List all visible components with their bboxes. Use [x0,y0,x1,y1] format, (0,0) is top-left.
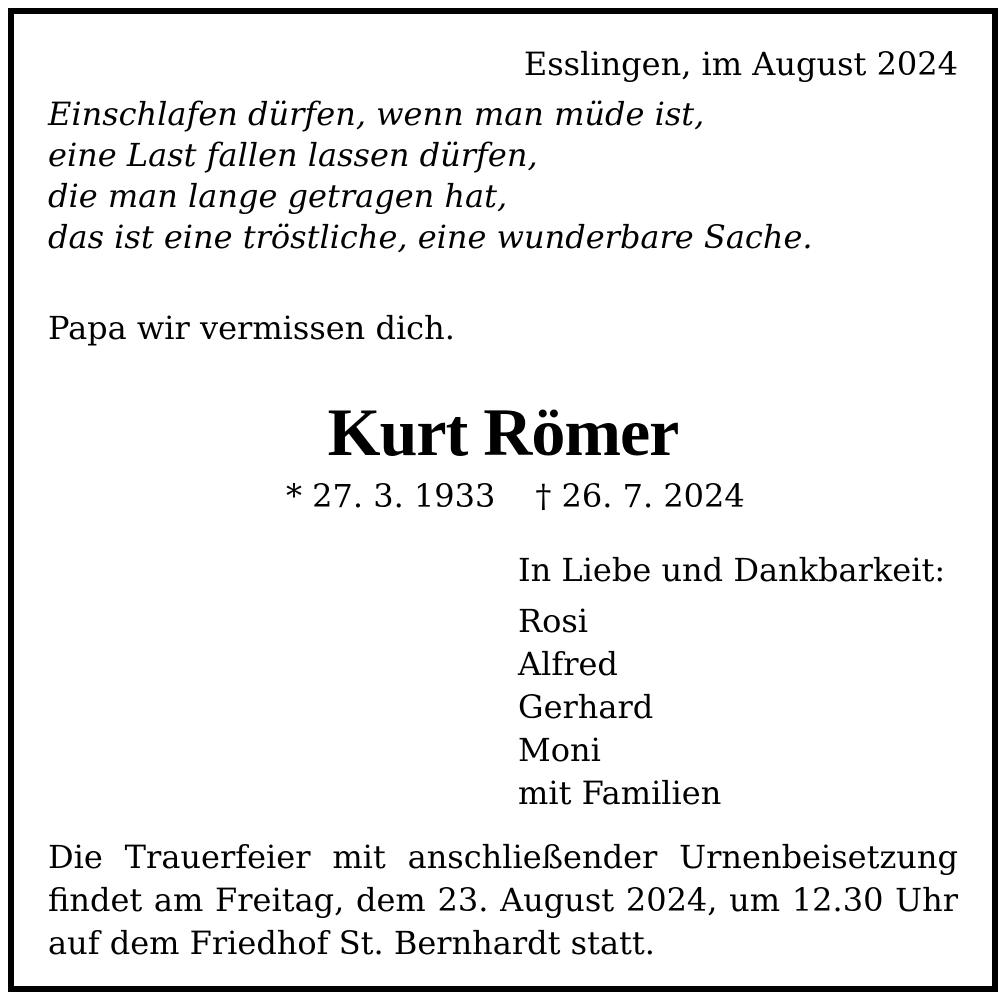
poem-line: Einschlafen dürfen, wenn man müde ist, [48,95,705,133]
service-line: findet am Freitag, dem 23. August 2024, um 12.30 Uhr [48,881,958,919]
family-member: mit Familien [518,774,722,812]
birth-date: * 27. 3. 1933 [286,477,496,515]
family-list [518,600,721,815]
obituary-notice [8,8,998,992]
family-member: Rosi [518,602,589,640]
family-member: Alfred [518,645,618,683]
family-member: Moni [518,731,601,769]
poem-line: das ist eine tröstliche, eine wunderbare Sache. [48,218,813,256]
deceased-name: Kurt Römer [327,394,679,470]
death-date: † 26. 7. 2024 [535,477,745,515]
poem-line: eine Last fallen lassen dürfen, [48,136,538,174]
poem [48,94,813,258]
place-date: Esslingen, im August 2024 [523,45,958,83]
family-member: Gerhard [518,688,654,726]
service-line: Die Trauerfeier mit anschließender Urnenbeisetzung [48,838,958,876]
miss-line: Papa wir vermissen dich. [48,309,455,347]
life-dates [286,476,745,516]
poem-line: die man lange getragen hat, [48,177,508,215]
service-info [48,836,958,965]
thanks-heading: In Liebe und Dankbarkeit: [518,551,946,589]
service-line: auf dem Friedhof St. Bernhardt statt. [48,924,655,962]
